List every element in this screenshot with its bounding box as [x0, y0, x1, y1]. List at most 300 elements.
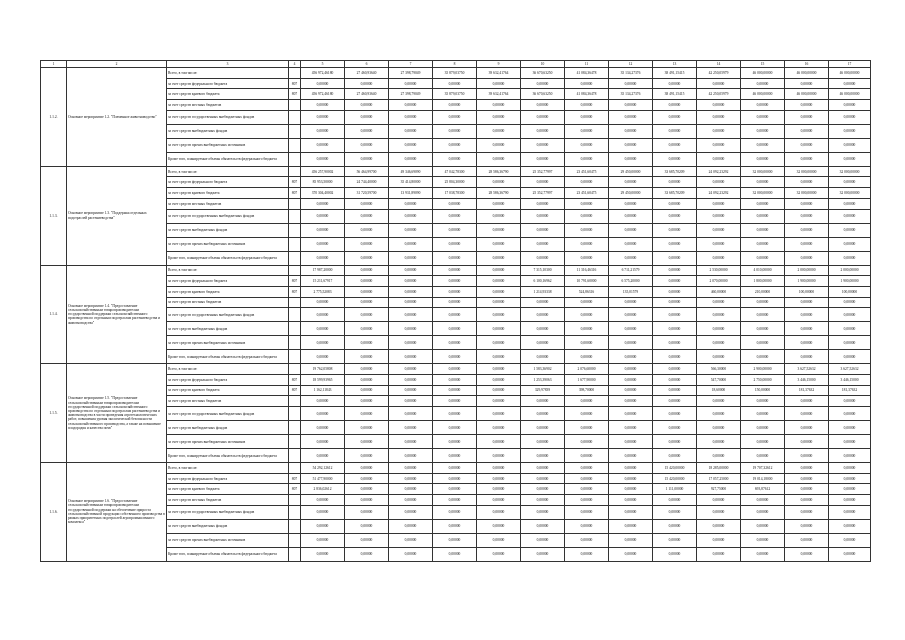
value-cell: 0,00000 [829, 78, 871, 89]
value-cell: 0,00000 [741, 177, 785, 188]
value-cell: 3 446,15000 [829, 374, 871, 385]
funding-source: за счет средств государственных внебюджетных фондов [167, 407, 289, 421]
value-cell: 0,00000 [697, 223, 741, 237]
value-cell: 0,00000 [477, 421, 521, 435]
value-cell: 0,00000 [389, 276, 433, 287]
value-cell: 0,00000 [389, 449, 433, 463]
value-cell: 2 070,00000 [697, 276, 741, 287]
table-row [41, 364, 871, 375]
value-cell: 0,00000 [829, 322, 871, 336]
value-cell: 0,00000 [609, 100, 653, 111]
value-cell: 0,00000 [389, 374, 433, 385]
value-cell: 46 000,00000 [785, 89, 829, 100]
value-cell: 0,00000 [697, 336, 741, 350]
column-header-16: 16 [785, 61, 829, 68]
value-cell: 46 000,00000 [785, 68, 829, 79]
value-cell: 0,00000 [345, 449, 389, 463]
value-cell: 0,00000 [565, 449, 609, 463]
value-cell: 39 632,41764 [477, 68, 521, 79]
value-cell: 0,00000 [389, 519, 433, 533]
value-cell: 31 720,59700 [345, 188, 389, 199]
value-cell: 24 744,40000 [345, 177, 389, 188]
column-header-9: 9 [477, 61, 521, 68]
value-cell: 0,00000 [521, 495, 565, 506]
value-cell: 0,00000 [345, 407, 389, 421]
value-cell: 0,00000 [565, 495, 609, 506]
value-cell: 0,00000 [345, 374, 389, 385]
value-cell: 0,00000 [521, 110, 565, 124]
value-cell: 0,00000 [741, 421, 785, 435]
value-cell: 0,00000 [477, 350, 521, 364]
funding-source: Всего, в том числе: [167, 463, 289, 474]
kbk-code [289, 547, 301, 561]
value-cell: 0,00000 [609, 407, 653, 421]
value-cell: 2 000,00000 [785, 265, 829, 276]
table-row [41, 166, 871, 177]
funding-source: Кроме того, планируемые объемы обязательств федерального бюджета [167, 449, 289, 463]
value-cell: 0,00000 [345, 505, 389, 519]
value-cell: 0,00000 [653, 385, 697, 396]
value-cell: 0,00000 [345, 495, 389, 506]
value-cell: 0,00000 [477, 286, 521, 297]
value-cell: 1 253,39063 [521, 374, 565, 385]
value-cell: 0,00000 [609, 463, 653, 474]
value-cell: 0,00000 [785, 350, 829, 364]
kbk-code [289, 505, 301, 519]
value-cell: 0,00000 [565, 237, 609, 251]
value-cell: 0,00000 [345, 396, 389, 407]
value-cell: 19 014,18000 [741, 473, 785, 484]
value-cell: 150,00000 [741, 385, 785, 396]
value-cell: 0,00000 [433, 276, 477, 287]
value-cell: 0,00000 [565, 297, 609, 308]
value-cell: 0,00000 [653, 336, 697, 350]
value-cell: 33 685,70209 [653, 166, 697, 177]
value-cell: 0,00000 [433, 505, 477, 519]
value-cell: 0,00000 [477, 374, 521, 385]
value-cell: 0,00000 [433, 265, 477, 276]
column-header-11: 11 [565, 61, 609, 68]
value-cell: 0,00000 [565, 322, 609, 336]
value-cell: 85 953,50000 [301, 177, 345, 188]
value-cell: 0,00000 [653, 364, 697, 375]
value-cell: 0,00000 [477, 396, 521, 407]
value-cell: 0,00000 [653, 152, 697, 166]
value-cell: 0,00000 [653, 435, 697, 449]
value-cell: 0,00000 [477, 385, 521, 396]
value-cell: 0,00000 [301, 350, 345, 364]
value-cell: 0,00000 [741, 519, 785, 533]
value-cell: 0,00000 [653, 237, 697, 251]
value-cell: 0,00000 [521, 350, 565, 364]
value-cell: 32 000,00000 [741, 188, 785, 199]
value-cell: 0,00000 [389, 297, 433, 308]
value-cell: 0,00000 [345, 484, 389, 495]
funding-source: за счет средств краевого бюджета [167, 188, 289, 199]
value-cell: 0,00000 [609, 198, 653, 209]
value-cell: 0,00000 [565, 223, 609, 237]
value-cell: 0,00000 [389, 435, 433, 449]
value-cell: 0,00000 [521, 198, 565, 209]
value-cell: 0,00000 [785, 322, 829, 336]
value-cell: 0,00000 [521, 78, 565, 89]
value-cell: 0,00000 [477, 297, 521, 308]
value-cell: 0,00000 [785, 463, 829, 474]
value-cell: 0,00000 [785, 237, 829, 251]
value-cell: 0,00000 [653, 78, 697, 89]
value-cell: 0,00000 [521, 533, 565, 547]
value-cell: 0,00000 [697, 237, 741, 251]
value-cell: 0,00000 [345, 547, 389, 561]
value-cell: 2 076,60000 [565, 364, 609, 375]
value-cell: 456 257,90002 [301, 166, 345, 177]
kbk-code [289, 396, 301, 407]
value-cell: 35 134,27376 [609, 68, 653, 79]
value-cell: 0,00000 [433, 473, 477, 484]
value-cell: 0,00000 [697, 533, 741, 547]
value-cell: 0,00000 [389, 237, 433, 251]
value-cell: 0,00000 [565, 547, 609, 561]
value-cell: 0,00000 [829, 223, 871, 237]
value-cell: 0,00000 [741, 533, 785, 547]
value-cell: 0,00000 [345, 251, 389, 265]
kbk-code [289, 533, 301, 547]
value-cell: 0,00000 [433, 385, 477, 396]
value-cell: 0,00000 [477, 124, 521, 138]
value-cell: 0,00000 [477, 473, 521, 484]
value-cell: 0,00000 [301, 519, 345, 533]
value-cell: 0,00000 [697, 547, 741, 561]
value-cell: 0,00000 [609, 138, 653, 152]
value-cell: 0,00000 [741, 396, 785, 407]
value-cell: 0,00000 [389, 124, 433, 138]
value-cell: 0,00000 [433, 364, 477, 375]
value-cell: 398,70000 [565, 385, 609, 396]
value-cell: 35 879,03750 [433, 89, 477, 100]
value-cell: 0,00000 [301, 407, 345, 421]
column-header-2: 2 [67, 61, 167, 68]
value-cell: 0,00000 [477, 152, 521, 166]
column-header-5: 5 [301, 61, 345, 68]
value-cell: 0,00000 [741, 124, 785, 138]
value-cell: 181,37632 [829, 385, 871, 396]
value-cell: 0,00000 [565, 124, 609, 138]
kbk-code: 807 [289, 89, 301, 100]
value-cell: 0,00000 [741, 237, 785, 251]
value-cell: 0,00000 [785, 251, 829, 265]
value-cell: 0,00000 [433, 396, 477, 407]
column-header-1: 1 [41, 61, 67, 68]
value-cell: 0,00000 [697, 209, 741, 223]
value-cell: 0,00000 [521, 449, 565, 463]
value-cell: 0,00000 [301, 138, 345, 152]
value-cell: 27 460,93640 [345, 89, 389, 100]
value-cell: 0,00000 [609, 547, 653, 561]
value-cell: 25 352,77997 [521, 188, 565, 199]
value-cell: 0,00000 [609, 251, 653, 265]
value-cell: 0,00000 [521, 138, 565, 152]
value-cell: 0,00000 [829, 449, 871, 463]
value-cell: 0,00000 [477, 251, 521, 265]
value-cell: 0,00000 [697, 198, 741, 209]
value-cell: 329,97839 [521, 385, 565, 396]
value-cell: 0,00000 [389, 505, 433, 519]
value-cell: 0,00000 [433, 374, 477, 385]
value-cell: 0,00000 [609, 209, 653, 223]
value-cell: 0,00000 [829, 407, 871, 421]
value-cell: 0,00000 [697, 322, 741, 336]
value-cell: 0,00000 [477, 336, 521, 350]
value-cell: 0,00000 [829, 547, 871, 561]
value-cell: 0,00000 [829, 124, 871, 138]
value-cell: 0,00000 [389, 350, 433, 364]
value-cell: 0,00000 [301, 110, 345, 124]
value-cell: 0,00000 [433, 78, 477, 89]
value-cell: 54 292,12612 [301, 463, 345, 474]
table-row [41, 265, 871, 276]
value-cell: 0,00000 [565, 473, 609, 484]
funding-source: за счет средств прочих внебюджетных источников [167, 533, 289, 547]
column-header-7: 7 [389, 61, 433, 68]
value-cell: 0,00000 [829, 209, 871, 223]
value-cell: 0,00000 [345, 198, 389, 209]
value-cell: 0,00000 [653, 251, 697, 265]
funding-source: Кроме того, планируемые объемы обязательств федерального бюджета [167, 547, 289, 561]
value-cell: 0,00000 [741, 251, 785, 265]
value-cell: 0,00000 [301, 421, 345, 435]
value-cell: 0,00000 [433, 152, 477, 166]
value-cell: 0,00000 [477, 100, 521, 111]
value-cell: 0,00000 [741, 209, 785, 223]
value-cell: 0,00000 [565, 396, 609, 407]
value-cell: 0,00000 [345, 473, 389, 484]
value-cell: 0,00000 [785, 533, 829, 547]
value-cell: 10 791,60000 [565, 276, 609, 287]
value-cell: 0,00000 [301, 152, 345, 166]
value-cell: 29 450,00000 [609, 188, 653, 199]
value-cell: 0,00000 [697, 177, 741, 188]
value-cell: 0,00000 [829, 396, 871, 407]
value-cell: 0,00000 [477, 449, 521, 463]
value-cell: 0,00000 [345, 463, 389, 474]
value-cell: 2 530,00000 [697, 265, 741, 276]
value-cell: 0,00000 [609, 322, 653, 336]
funding-source: Кроме того, планируемые объемы обязательств федерального бюджета [167, 152, 289, 166]
funding-source: Всего, в том числе: [167, 265, 289, 276]
value-cell: 0,00000 [433, 463, 477, 474]
value-cell: 0,00000 [477, 505, 521, 519]
value-cell: 0,00000 [477, 484, 521, 495]
value-cell: 56 464,99700 [345, 166, 389, 177]
funding-source: за счет средств внебюджетных фондов [167, 421, 289, 435]
value-cell: 0,00000 [389, 364, 433, 375]
value-cell: 27 398,79049 [389, 68, 433, 79]
value-cell: 0,00000 [389, 396, 433, 407]
value-cell: 460,00000 [697, 286, 741, 297]
value-cell: 0,00000 [653, 449, 697, 463]
value-cell: 0,00000 [609, 435, 653, 449]
value-cell: 0,00000 [653, 297, 697, 308]
table-row [41, 68, 871, 79]
value-cell: 0,00000 [829, 350, 871, 364]
value-cell: 0,00000 [521, 435, 565, 449]
value-cell: 2 750,00000 [741, 374, 785, 385]
value-cell: 0,00000 [389, 421, 433, 435]
value-cell: 135,01579 [609, 286, 653, 297]
value-cell: 0,00000 [697, 124, 741, 138]
value-cell: 0,00000 [301, 547, 345, 561]
value-cell: 0,00000 [565, 421, 609, 435]
value-cell: 0,00000 [653, 100, 697, 111]
funding-source: Кроме того, планируемые объемы обязательств федерального бюджета [167, 350, 289, 364]
value-cell: 0,00000 [785, 421, 829, 435]
value-cell: 0,00000 [829, 533, 871, 547]
value-cell: 1 677,90000 [565, 374, 609, 385]
value-cell: 38 491,15415 [653, 68, 697, 79]
value-cell: 0,00000 [829, 237, 871, 251]
value-cell: 0,00000 [609, 484, 653, 495]
value-cell: 0,00000 [433, 110, 477, 124]
value-cell: 0,00000 [609, 364, 653, 375]
value-cell: 0,00000 [653, 276, 697, 287]
value-cell: 0,00000 [477, 533, 521, 547]
value-cell: 15 420,00000 [653, 463, 697, 474]
value-cell: 0,00000 [345, 237, 389, 251]
value-cell: 0,00000 [565, 110, 609, 124]
value-cell: 0,00000 [301, 322, 345, 336]
value-cell: 0,00000 [301, 251, 345, 265]
value-cell: 0,00000 [653, 519, 697, 533]
value-cell: 0,00000 [741, 100, 785, 111]
column-header-3: 3 [167, 61, 289, 68]
value-cell: 0,00000 [653, 308, 697, 322]
value-cell: 3 627,52632 [829, 364, 871, 375]
value-cell: 0,00000 [829, 198, 871, 209]
value-cell: 36 670,63250 [521, 68, 565, 79]
value-cell: 0,00000 [521, 396, 565, 407]
column-header-6: 6 [345, 61, 389, 68]
value-cell: 18,60000 [697, 385, 741, 396]
value-cell: 0,00000 [653, 505, 697, 519]
value-cell: 0,00000 [345, 364, 389, 375]
value-cell: 0,00000 [829, 505, 871, 519]
value-cell: 0,00000 [389, 385, 433, 396]
value-cell: 0,00000 [345, 152, 389, 166]
value-cell: 0,00000 [785, 449, 829, 463]
value-cell: 42 250,05979 [697, 89, 741, 100]
value-cell: 0,00000 [345, 297, 389, 308]
value-cell: 0,00000 [345, 435, 389, 449]
value-cell: 2 775,52083 [301, 286, 345, 297]
value-cell: 13 931,89090 [389, 188, 433, 199]
value-cell: 0,00000 [301, 435, 345, 449]
value-cell: 0,00000 [565, 484, 609, 495]
value-cell: 0,00000 [433, 484, 477, 495]
value-cell: 0,00000 [433, 336, 477, 350]
value-cell: 19 762,05808 [301, 364, 345, 375]
value-cell: 0,00000 [609, 124, 653, 138]
funding-source: за счет средств местных бюджетов [167, 198, 289, 209]
value-cell: 3 446,15000 [785, 374, 829, 385]
value-cell: 210,00000 [741, 286, 785, 297]
value-cell: 23 451,60475 [565, 166, 609, 177]
kbk-code [289, 124, 301, 138]
value-cell: 0,00000 [741, 407, 785, 421]
value-cell: 0,00000 [301, 495, 345, 506]
value-cell: 0,00000 [609, 473, 653, 484]
funding-source: Всего, в том числе: [167, 68, 289, 79]
value-cell: 0,00000 [565, 505, 609, 519]
value-cell: 0,00000 [697, 396, 741, 407]
value-cell: 0,00000 [433, 519, 477, 533]
value-cell: 0,00000 [477, 209, 521, 223]
value-cell: 0,00000 [389, 251, 433, 265]
value-cell: 0,00000 [697, 297, 741, 308]
value-cell: 0,00000 [609, 110, 653, 124]
measure-name: Основное мероприятие 1.5. "Предоставление сельскохозяйственным товаропроизводителям государственной поддержки сельскохозяйственного производства по отдельным подотраслям растениеводства и животноводства в части проведения агротехнологических работ, повышения уровня экологической безопасности сельскохозяйственного производства, а также на повышение плодородия и качества почв" [67, 364, 167, 463]
value-cell: 0,00000 [741, 297, 785, 308]
value-cell: 0,00000 [829, 435, 871, 449]
funding-source: за счет средств краевого бюджета [167, 286, 289, 297]
value-cell: 0,00000 [653, 350, 697, 364]
value-cell: 0,00000 [433, 138, 477, 152]
value-cell: 11 316,46316 [565, 265, 609, 276]
value-cell: 0,00000 [653, 421, 697, 435]
value-cell: 0,00000 [433, 350, 477, 364]
value-cell: 0,00000 [477, 237, 521, 251]
value-cell: 0,00000 [301, 223, 345, 237]
value-cell: 0,00000 [653, 374, 697, 385]
kbk-code: 807 [289, 374, 301, 385]
value-cell: 0,00000 [697, 495, 741, 506]
value-cell: 0,00000 [697, 519, 741, 533]
funding-source: за счет средств федерального бюджета [167, 78, 289, 89]
funding-source: за счет средств федерального бюджета [167, 374, 289, 385]
funding-source: за счет средств местных бюджетов [167, 396, 289, 407]
funding-source: за счет средств прочих внебюджетных источников [167, 138, 289, 152]
value-cell: 0,00000 [521, 124, 565, 138]
value-cell: 1 800,00000 [741, 276, 785, 287]
value-cell: 100,00000 [785, 286, 829, 297]
value-cell: 0,00000 [477, 519, 521, 533]
value-cell: 0,00000 [653, 138, 697, 152]
column-header-13: 13 [653, 61, 697, 68]
value-cell: 0,00000 [389, 484, 433, 495]
value-cell: 0,00000 [785, 308, 829, 322]
measure-code: 1.1.4. [41, 265, 67, 364]
value-cell: 0,00000 [785, 100, 829, 111]
value-cell: 0,00000 [653, 209, 697, 223]
value-cell: 0,00000 [389, 198, 433, 209]
value-cell: 0,00000 [345, 336, 389, 350]
value-cell: 0,00000 [477, 435, 521, 449]
value-cell: 17 987,20000 [301, 265, 345, 276]
value-cell: 32 000,00000 [829, 166, 871, 177]
value-cell: 0,00000 [389, 265, 433, 276]
value-cell: 35 134,27376 [609, 89, 653, 100]
value-cell: 0,00000 [433, 297, 477, 308]
kbk-code [289, 463, 301, 474]
value-cell: 0,00000 [741, 110, 785, 124]
value-cell: 0,00000 [521, 100, 565, 111]
value-cell: 0,00000 [697, 505, 741, 519]
value-cell: 29 450,00000 [609, 166, 653, 177]
value-cell: 0,00000 [565, 336, 609, 350]
value-cell: 24 092,23292 [697, 166, 741, 177]
funding-source: за счет средств государственных внебюджетных фондов [167, 110, 289, 124]
kbk-code [289, 421, 301, 435]
value-cell: 0,00000 [521, 407, 565, 421]
